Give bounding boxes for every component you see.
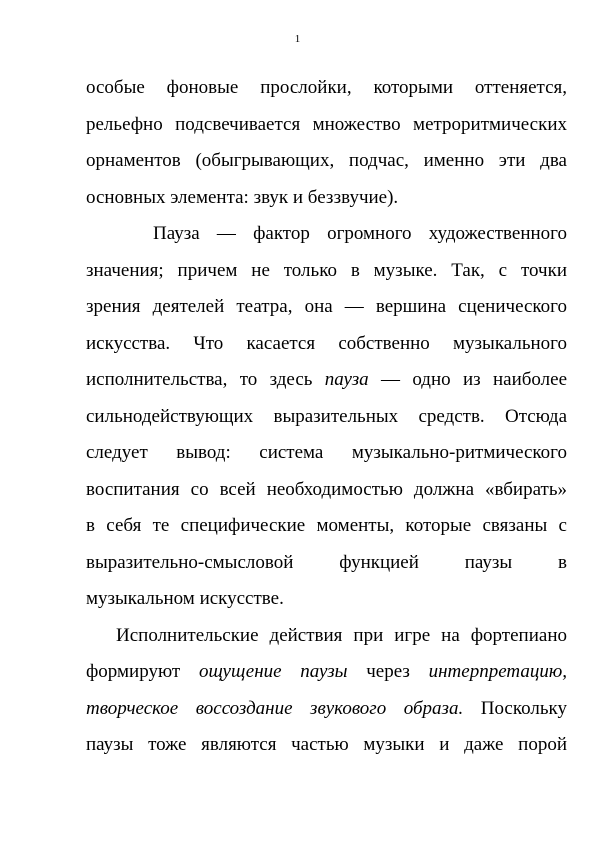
text-line	[86, 435, 567, 472]
text-line	[86, 654, 567, 691]
text-run: орнаментов (обыгрывающих, подчас, именно эти два	[86, 150, 567, 171]
text-run: Исполнительские действия при игре на фортепиано	[116, 624, 567, 646]
text-run: значения; причем не только в музыке. Так, с точки	[86, 259, 567, 281]
text-run: формируют	[86, 661, 199, 682]
text-line	[86, 618, 567, 655]
text-line	[86, 399, 567, 436]
italic-text-run: пауза	[324, 369, 369, 390]
text-line	[86, 253, 567, 290]
text-line	[86, 581, 567, 618]
text-line	[86, 545, 567, 582]
text-line	[86, 362, 567, 399]
text-run: рельефно подсвечивается множество метроритмических	[86, 113, 567, 135]
text-line	[86, 180, 567, 217]
text-line	[86, 326, 567, 363]
text-line	[86, 216, 567, 253]
text-line	[86, 289, 567, 326]
text-run: Пауза — фактор огромного художественного	[153, 223, 567, 244]
text-run: особые фоновые прослойки, которыми оттеняется,	[86, 77, 567, 98]
text-run: зрения деятелей театра, она — вершина сценического	[86, 296, 567, 317]
text-line	[86, 70, 567, 107]
text-run: исполнительства, то здесь	[86, 369, 325, 390]
text-line	[86, 472, 567, 509]
text-run: музыкальном искусстве.	[86, 588, 284, 609]
text-run: через	[347, 661, 429, 682]
text-run: в себя те специфические моменты, которые связаны с	[86, 515, 567, 536]
italic-text-run: ощущение паузы	[198, 661, 348, 682]
document-body	[86, 70, 567, 764]
page-number: 1	[294, 33, 301, 45]
text-line	[86, 143, 567, 180]
italic-text-run: интерпретацию,	[428, 661, 567, 682]
text-run: воспитания со всей необходимостью должна «вбирать»	[86, 478, 567, 500]
text-line	[86, 727, 567, 764]
text-run: — одно из наиболее	[368, 369, 568, 390]
text-line	[86, 691, 567, 728]
text-run: паузы тоже являются частью музыки и даже порой	[86, 734, 567, 755]
text-run: искусства. Что касается собственно музыкального	[86, 332, 567, 354]
text-run: следует вывод: система музыкально-ритмического	[86, 442, 567, 463]
text-line	[86, 508, 567, 545]
text-line	[86, 107, 567, 144]
text-run: сильнодействующих выразительных средств. Отсюда	[86, 405, 567, 427]
text-run: выразительно-смысловой функцией паузы в	[86, 551, 567, 573]
text-run: Поскольку	[463, 697, 567, 719]
text-run: основных элемента: звук и беззвучие).	[86, 186, 399, 208]
italic-text-run: творческое воссоздание звукового образа.	[86, 697, 464, 719]
